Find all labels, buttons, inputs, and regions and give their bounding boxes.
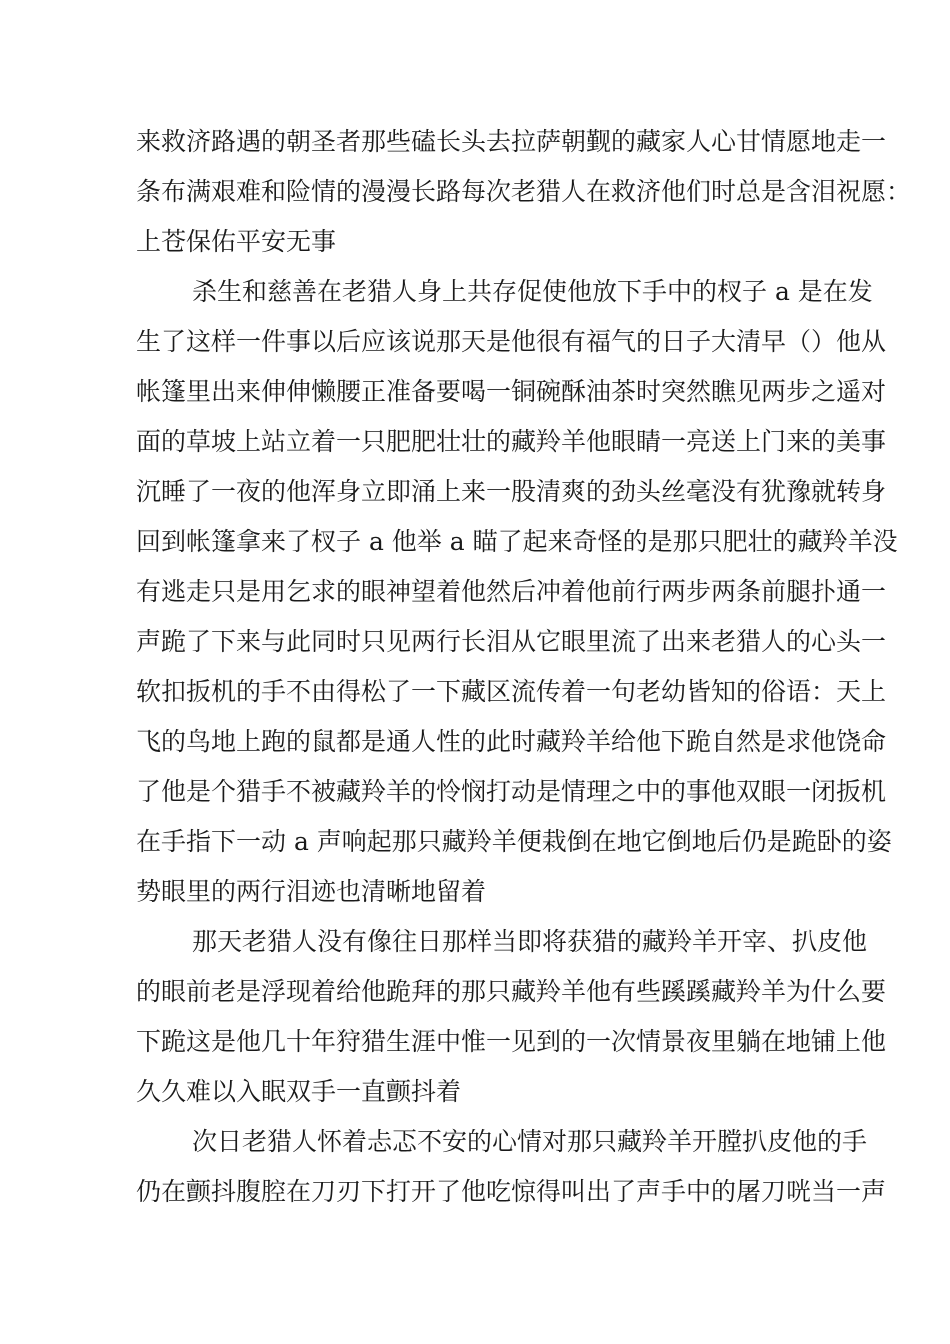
text-line: 帐篷里出来伸伸懒腰正准备要喝一铜碗酥油茶时突然瞧见两步之遥对 bbox=[136, 377, 887, 406]
text-line: 沉睡了一夜的他浑身立即涌上来一股清爽的劲头丝毫没有犹豫就转身 bbox=[136, 477, 887, 506]
paragraph-first-line: 次日老猎人怀着忐忑不安的心情对那只藏羚羊开膛扒皮他的手 bbox=[192, 1127, 868, 1156]
text-line: 飞的鸟地上跑的鼠都是通人性的此时藏羚羊给他下跪自然是求他饶命 bbox=[136, 727, 887, 756]
text-line: 声跪了下来与此同时只见两行长泪从它眼里流了出来老猎人的心头一 bbox=[136, 627, 887, 656]
text-line: 有逃走只是用乞求的眼神望着他然后冲着他前行两步两条前腿扑通一 bbox=[136, 577, 887, 606]
text-line: 在手指下一动 a 声响起那只藏羚羊便栽倒在地它倒地后仍是跪卧的姿 bbox=[136, 827, 892, 856]
text-line: 回到帐篷拿来了杈子 a 他举 a 瞄了起来奇怪的是那只肥壮的藏羚羊没 bbox=[136, 527, 898, 556]
text-line: 了他是个猎手不被藏羚羊的怜悯打动是情理之中的事他双眼一闭扳机 bbox=[136, 777, 887, 806]
text-line: 面的草坡上站立着一只肥肥壮壮的藏羚羊他眼睛一亮送上门来的美事 bbox=[136, 427, 887, 456]
paragraph-first-line: 那天老猎人没有像往日那样当即将获猎的藏羚羊开宰、扒皮他 bbox=[192, 927, 868, 956]
text-line: 仍在颤抖腹腔在刀刃下打开了他吃惊得叫出了声手中的屠刀咣当一声 bbox=[136, 1177, 887, 1206]
text-line: 软扣扳机的手不由得松了一下藏区流传着一句老幼皆知的俗语：天上 bbox=[136, 677, 887, 706]
text-line: 久久难以入眠双手一直颤抖着 bbox=[136, 1077, 462, 1106]
body-text bbox=[136, 117, 912, 1217]
text-line: 条布满艰难和险情的漫漫长路每次老猎人在救济他们时总是含泪祝愿： bbox=[136, 177, 912, 206]
text-line: 势眼里的两行泪迹也清晰地留着 bbox=[136, 877, 487, 906]
text-line: 下跪这是他几十年狩猎生涯中惟一见到的一次情景夜里躺在地铺上他 bbox=[136, 1027, 887, 1056]
text-line: 的眼前老是浮现着给他跪拜的那只藏羚羊他有些蹊蹊藏羚羊为什么要 bbox=[136, 977, 887, 1006]
text-line: 生了这样一件事以后应该说那天是他很有福气的日子大清早（）他从 bbox=[136, 327, 887, 356]
paragraph-first-line: 杀生和慈善在老猎人身上共存促使他放下手中的杈子 a 是在发 bbox=[192, 277, 873, 306]
text-line: 上苍保佑平安无事 bbox=[136, 227, 337, 256]
text-line: 来救济路遇的朝圣者那些磕长头去拉萨朝觐的藏家人心甘情愿地走一 bbox=[136, 127, 887, 156]
